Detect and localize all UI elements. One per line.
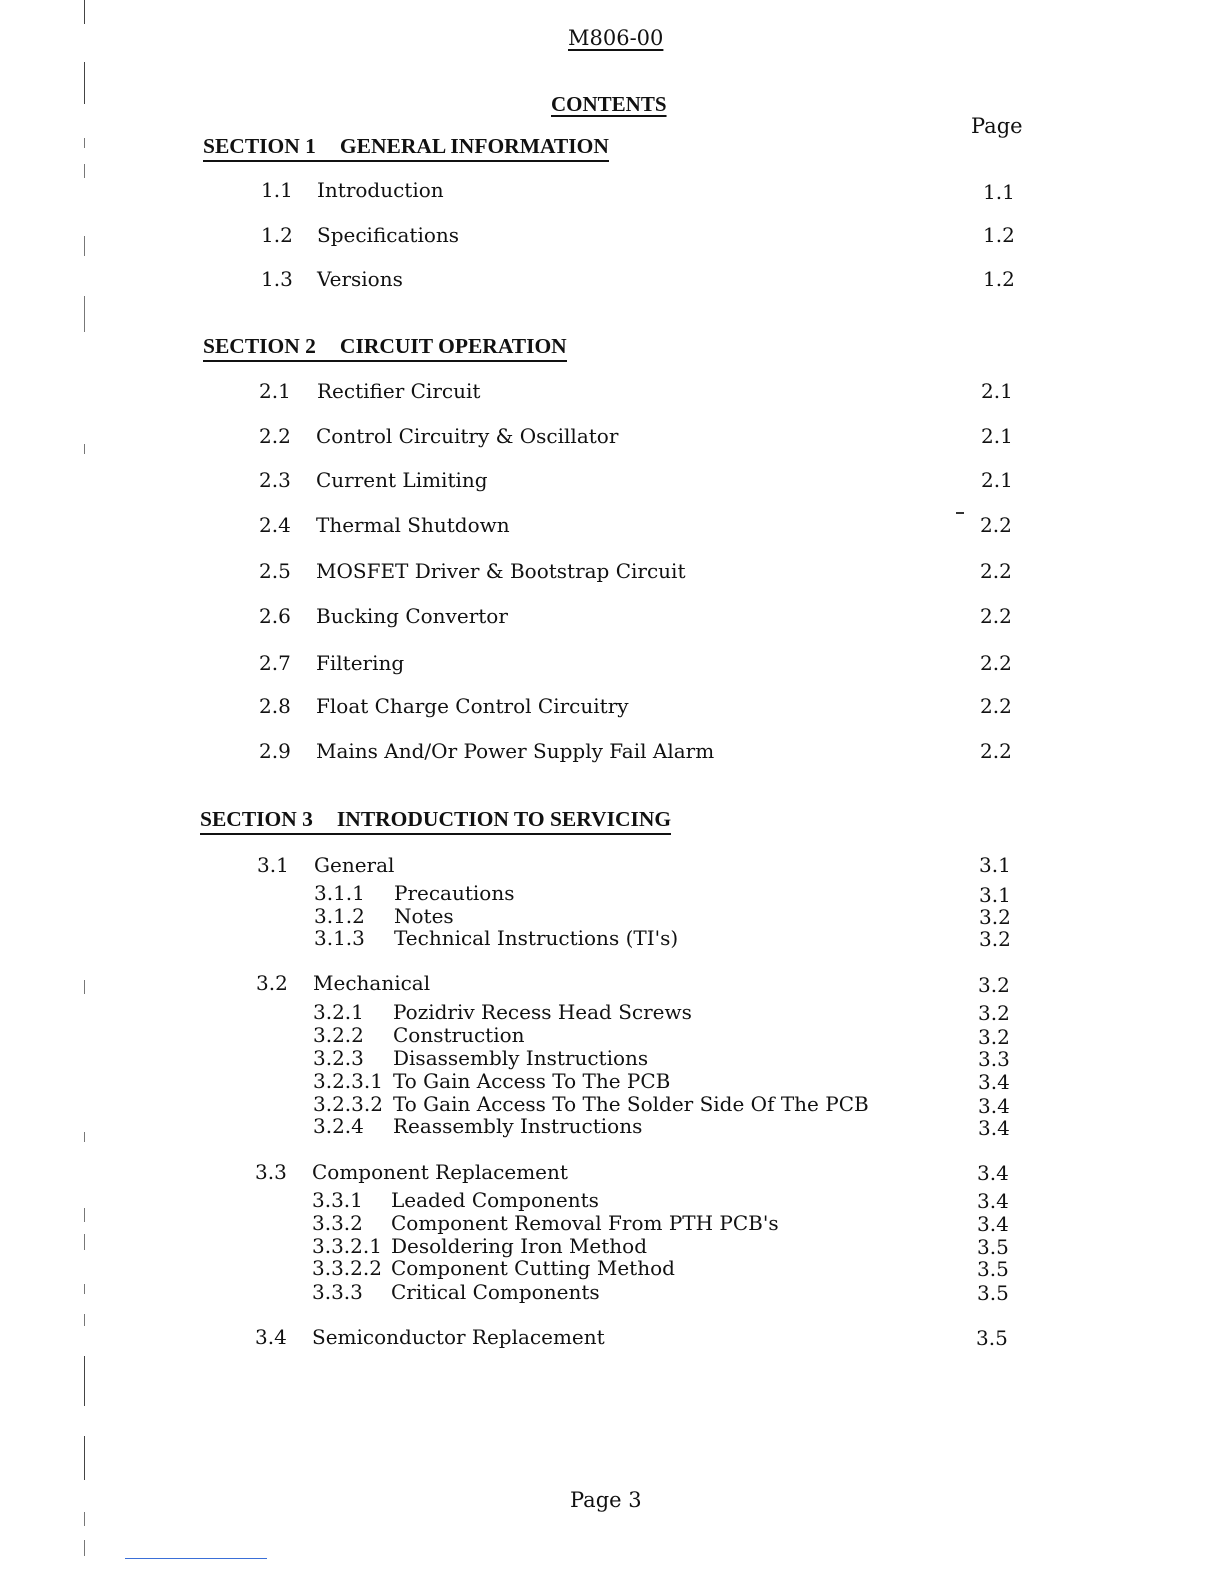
margin-mark [84,1540,85,1556]
page-column-heading: Page [971,114,1023,138]
margin-mark [84,236,85,256]
toc-sub-title: Disassembly Instructions [393,1046,649,1070]
toc-sub-number: 3.2.3.2 [313,1092,383,1116]
toc-title: Thermal Shutdown [316,513,510,537]
toc-sub-number: 3.3.2.2 [312,1256,382,1280]
toc-sub-number: 3.1.2 [314,904,365,928]
toc-sub-title: Desoldering Iron Method [391,1234,648,1258]
toc-page: 3.2 [978,973,1010,997]
toc-page: 2.2 [980,604,1012,628]
toc-page: 3.2 [978,1001,1010,1025]
toc-number: 1.2 [261,223,293,247]
toc-page: 2.1 [981,379,1013,403]
page-number: Page 3 [570,1488,642,1512]
toc-sub-title: Construction [393,1023,525,1047]
margin-mark [84,1356,85,1406]
toc-page: 2.2 [980,559,1012,583]
toc-page: 3.5 [977,1235,1009,1259]
section-title: GENERAL INFORMATION [339,134,609,158]
toc-page: 3.4 [978,1070,1010,1094]
margin-mark [84,1284,85,1294]
margin-mark [84,1436,85,1480]
toc-sub-number: 3.2.3.1 [313,1069,383,1093]
section-label: SECTION 3 [200,807,313,831]
toc-sub-number: 3.2.1 [313,1000,364,1024]
toc-number: 3.2 [256,971,288,995]
toc-title: Rectifier Circuit [317,379,481,403]
toc-page: 2.2 [980,651,1012,675]
toc-number: 2.5 [259,559,291,583]
margin-mark [84,138,85,148]
toc-page: 3.1 [979,883,1011,907]
toc-sub-title: Notes [394,904,454,928]
toc-sub-number: 3.1.3 [314,926,365,950]
toc-page: 3.1 [979,853,1011,877]
toc-page: 2.2 [980,739,1012,763]
margin-mark [84,1512,85,1526]
toc-sub-title: Component Cutting Method [391,1256,675,1280]
toc-page: 3.2 [978,1025,1010,1049]
margin-mark [84,444,85,454]
toc-number: 2.3 [259,468,291,492]
section-title: CIRCUIT OPERATION [339,334,567,358]
toc-page: 3.4 [978,1094,1010,1118]
section-title: INTRODUCTION TO SERVICING [336,807,672,831]
toc-page: 3.4 [978,1116,1010,1140]
toc-page: 3.5 [976,1326,1008,1350]
toc-page: 3.3 [978,1047,1010,1071]
margin-mark [84,164,85,178]
toc-number: 2.2 [259,424,291,448]
toc-page: 2.2 [980,513,1012,537]
stray-mark [956,512,964,514]
toc-title: Float Charge Control Circuitry [316,694,629,718]
toc-sub-title: Technical Instructions (TI's) [394,926,679,950]
toc-title: Semiconductor Replacement [312,1325,605,1349]
toc-page: 2.1 [981,468,1013,492]
margin-mark [84,1314,85,1326]
toc-page: 3.4 [977,1161,1009,1185]
toc-page: 3.5 [977,1281,1009,1305]
toc-number: 2.1 [259,379,291,403]
toc-sub-number: 3.3.2 [312,1211,363,1235]
document-id: M806-00 [568,26,664,50]
toc-page: 3.2 [979,905,1011,929]
toc-title: General [314,853,395,877]
toc-page: 3.2 [979,927,1011,951]
toc-title: Component Replacement [312,1160,568,1184]
toc-number: 2.8 [259,694,291,718]
toc-number: 2.4 [259,513,291,537]
toc-page: 3.4 [977,1189,1009,1213]
toc-page: 1.1 [983,180,1015,204]
toc-number: 3.4 [255,1325,287,1349]
toc-page: 2.1 [981,424,1013,448]
toc-page: 1.2 [983,267,1015,291]
toc-sub-title: Leaded Components [391,1188,599,1212]
toc-number: 2.9 [259,739,291,763]
toc-title: Mains And/Or Power Supply Fail Alarm [316,739,715,763]
toc-title: Specifications [317,223,460,247]
toc-sub-title: Critical Components [391,1280,600,1304]
margin-mark [84,62,85,104]
toc-sub-title: To Gain Access To The PCB [393,1069,671,1093]
margin-mark [84,1208,85,1222]
section-label: SECTION 2 [203,334,316,358]
toc-sub-title: Pozidriv Recess Head Screws [393,1000,692,1024]
toc-sub-number: 3.2.3 [313,1046,364,1070]
section-label: SECTION 1 [203,134,316,158]
toc-page: 3.4 [977,1212,1009,1236]
toc-number: 2.7 [259,651,291,675]
toc-sub-title: Reassembly Instructions [393,1114,643,1138]
toc-number: 1.3 [261,267,293,291]
toc-title: Introduction [317,178,444,202]
toc-sub-number: 3.3.2.1 [312,1234,382,1258]
toc-sub-title: Component Removal From PTH PCB's [391,1211,779,1235]
margin-mark [84,1132,85,1142]
toc-sub-number: 3.2.2 [313,1023,364,1047]
toc-number: 3.3 [255,1160,287,1184]
page-title: CONTENTS [551,92,667,116]
section-heading [203,334,567,362]
toc-title: Current Limiting [316,468,488,492]
toc-number: 2.6 [259,604,291,628]
toc-title: Versions [317,267,403,291]
toc-page: 2.2 [980,694,1012,718]
section-heading [203,134,609,162]
toc-title: Control Circuitry & Oscillator [316,424,619,448]
toc-title: Mechanical [313,971,431,995]
toc-page: 1.2 [983,223,1015,247]
toc-sub-number: 3.1.1 [314,881,365,905]
toc-sub-number: 3.3.3 [312,1280,363,1304]
margin-mark [84,980,85,994]
toc-sub-number: 3.3.1 [312,1188,363,1212]
toc-number: 1.1 [261,178,293,202]
margin-mark [84,1234,85,1250]
toc-page: 3.5 [977,1257,1009,1281]
toc-sub-title: To Gain Access To The Solder Side Of The PCB [393,1092,869,1116]
section-heading [200,807,671,835]
margin-mark [84,0,85,24]
bottom-rule [125,1558,267,1559]
toc-title: Bucking Convertor [316,604,508,628]
toc-title: Filtering [316,651,405,675]
margin-mark [84,296,85,332]
toc-sub-title: Precautions [394,881,515,905]
toc-sub-number: 3.2.4 [313,1114,364,1138]
toc-number: 3.1 [257,853,289,877]
toc-title: MOSFET Driver & Bootstrap Circuit [316,559,686,583]
